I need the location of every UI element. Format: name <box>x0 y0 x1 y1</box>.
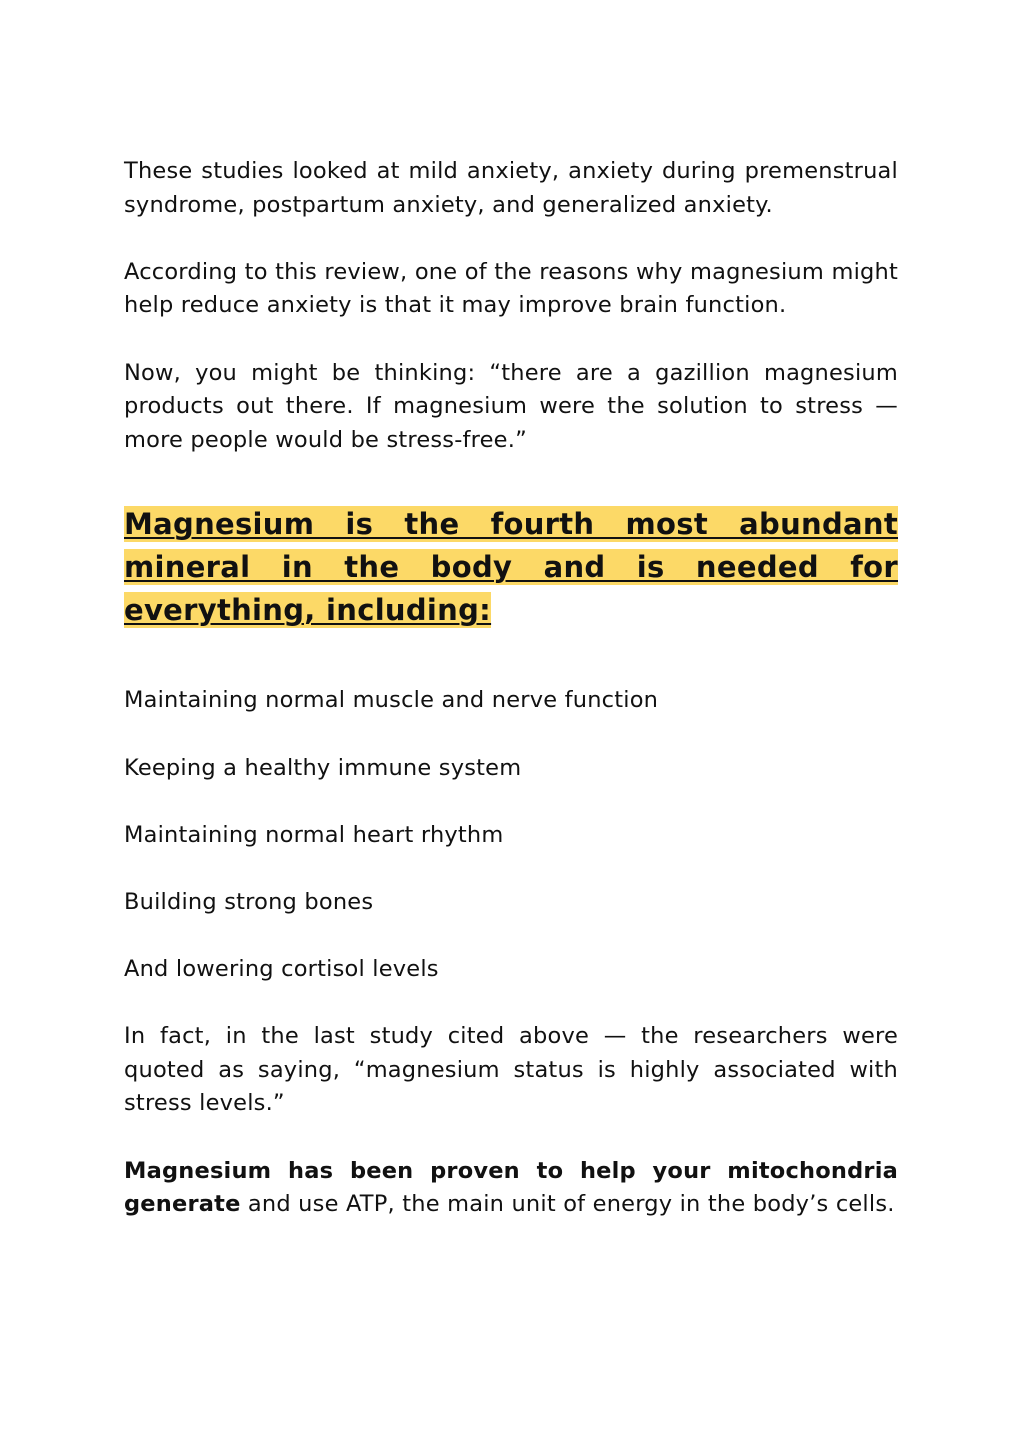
list-item: Building strong bones <box>124 888 374 915</box>
document-page <box>124 155 898 1255</box>
list-item: Maintaining normal heart rhythm <box>124 821 504 848</box>
paragraph-study-quote: In fact, in the last study cited above — the researchers were quoted as saying, “magnesium status is highly associated with stress levels.” <box>124 1023 898 1117</box>
list-item: And lowering cortisol levels <box>124 956 439 983</box>
paragraph-mitochondria <box>124 1155 898 1222</box>
bold-phrase: Magnesium has been proven to help your mitochondria generate <box>124 1157 898 1218</box>
paragraph-thinking: Now, you might be thinking: “there are a gazillion magnesium products out there. If magnesium were the solution to stress — more people would be stress-free.” <box>124 359 898 453</box>
paragraph-studies: These studies looked at mild anxiety, anxiety during premenstrual syndrome, postpartum anxiety, and generalized anxiety. <box>124 158 898 218</box>
paragraph-review: According to this review, one of the reasons why magnesium might help reduce anxiety is that it may improve brain function. <box>124 258 898 319</box>
heading-text: Magnesium is the fourth most abundant mineral in the body and is needed for everything, including: <box>124 507 898 628</box>
paragraph-rest: and use ATP, the main unit of energy in the body’s cells. <box>240 1191 895 1218</box>
list-item: Maintaining normal muscle and nerve function <box>124 687 659 714</box>
highlighted-heading <box>124 503 898 632</box>
list-item: Keeping a healthy immune system <box>124 754 522 781</box>
